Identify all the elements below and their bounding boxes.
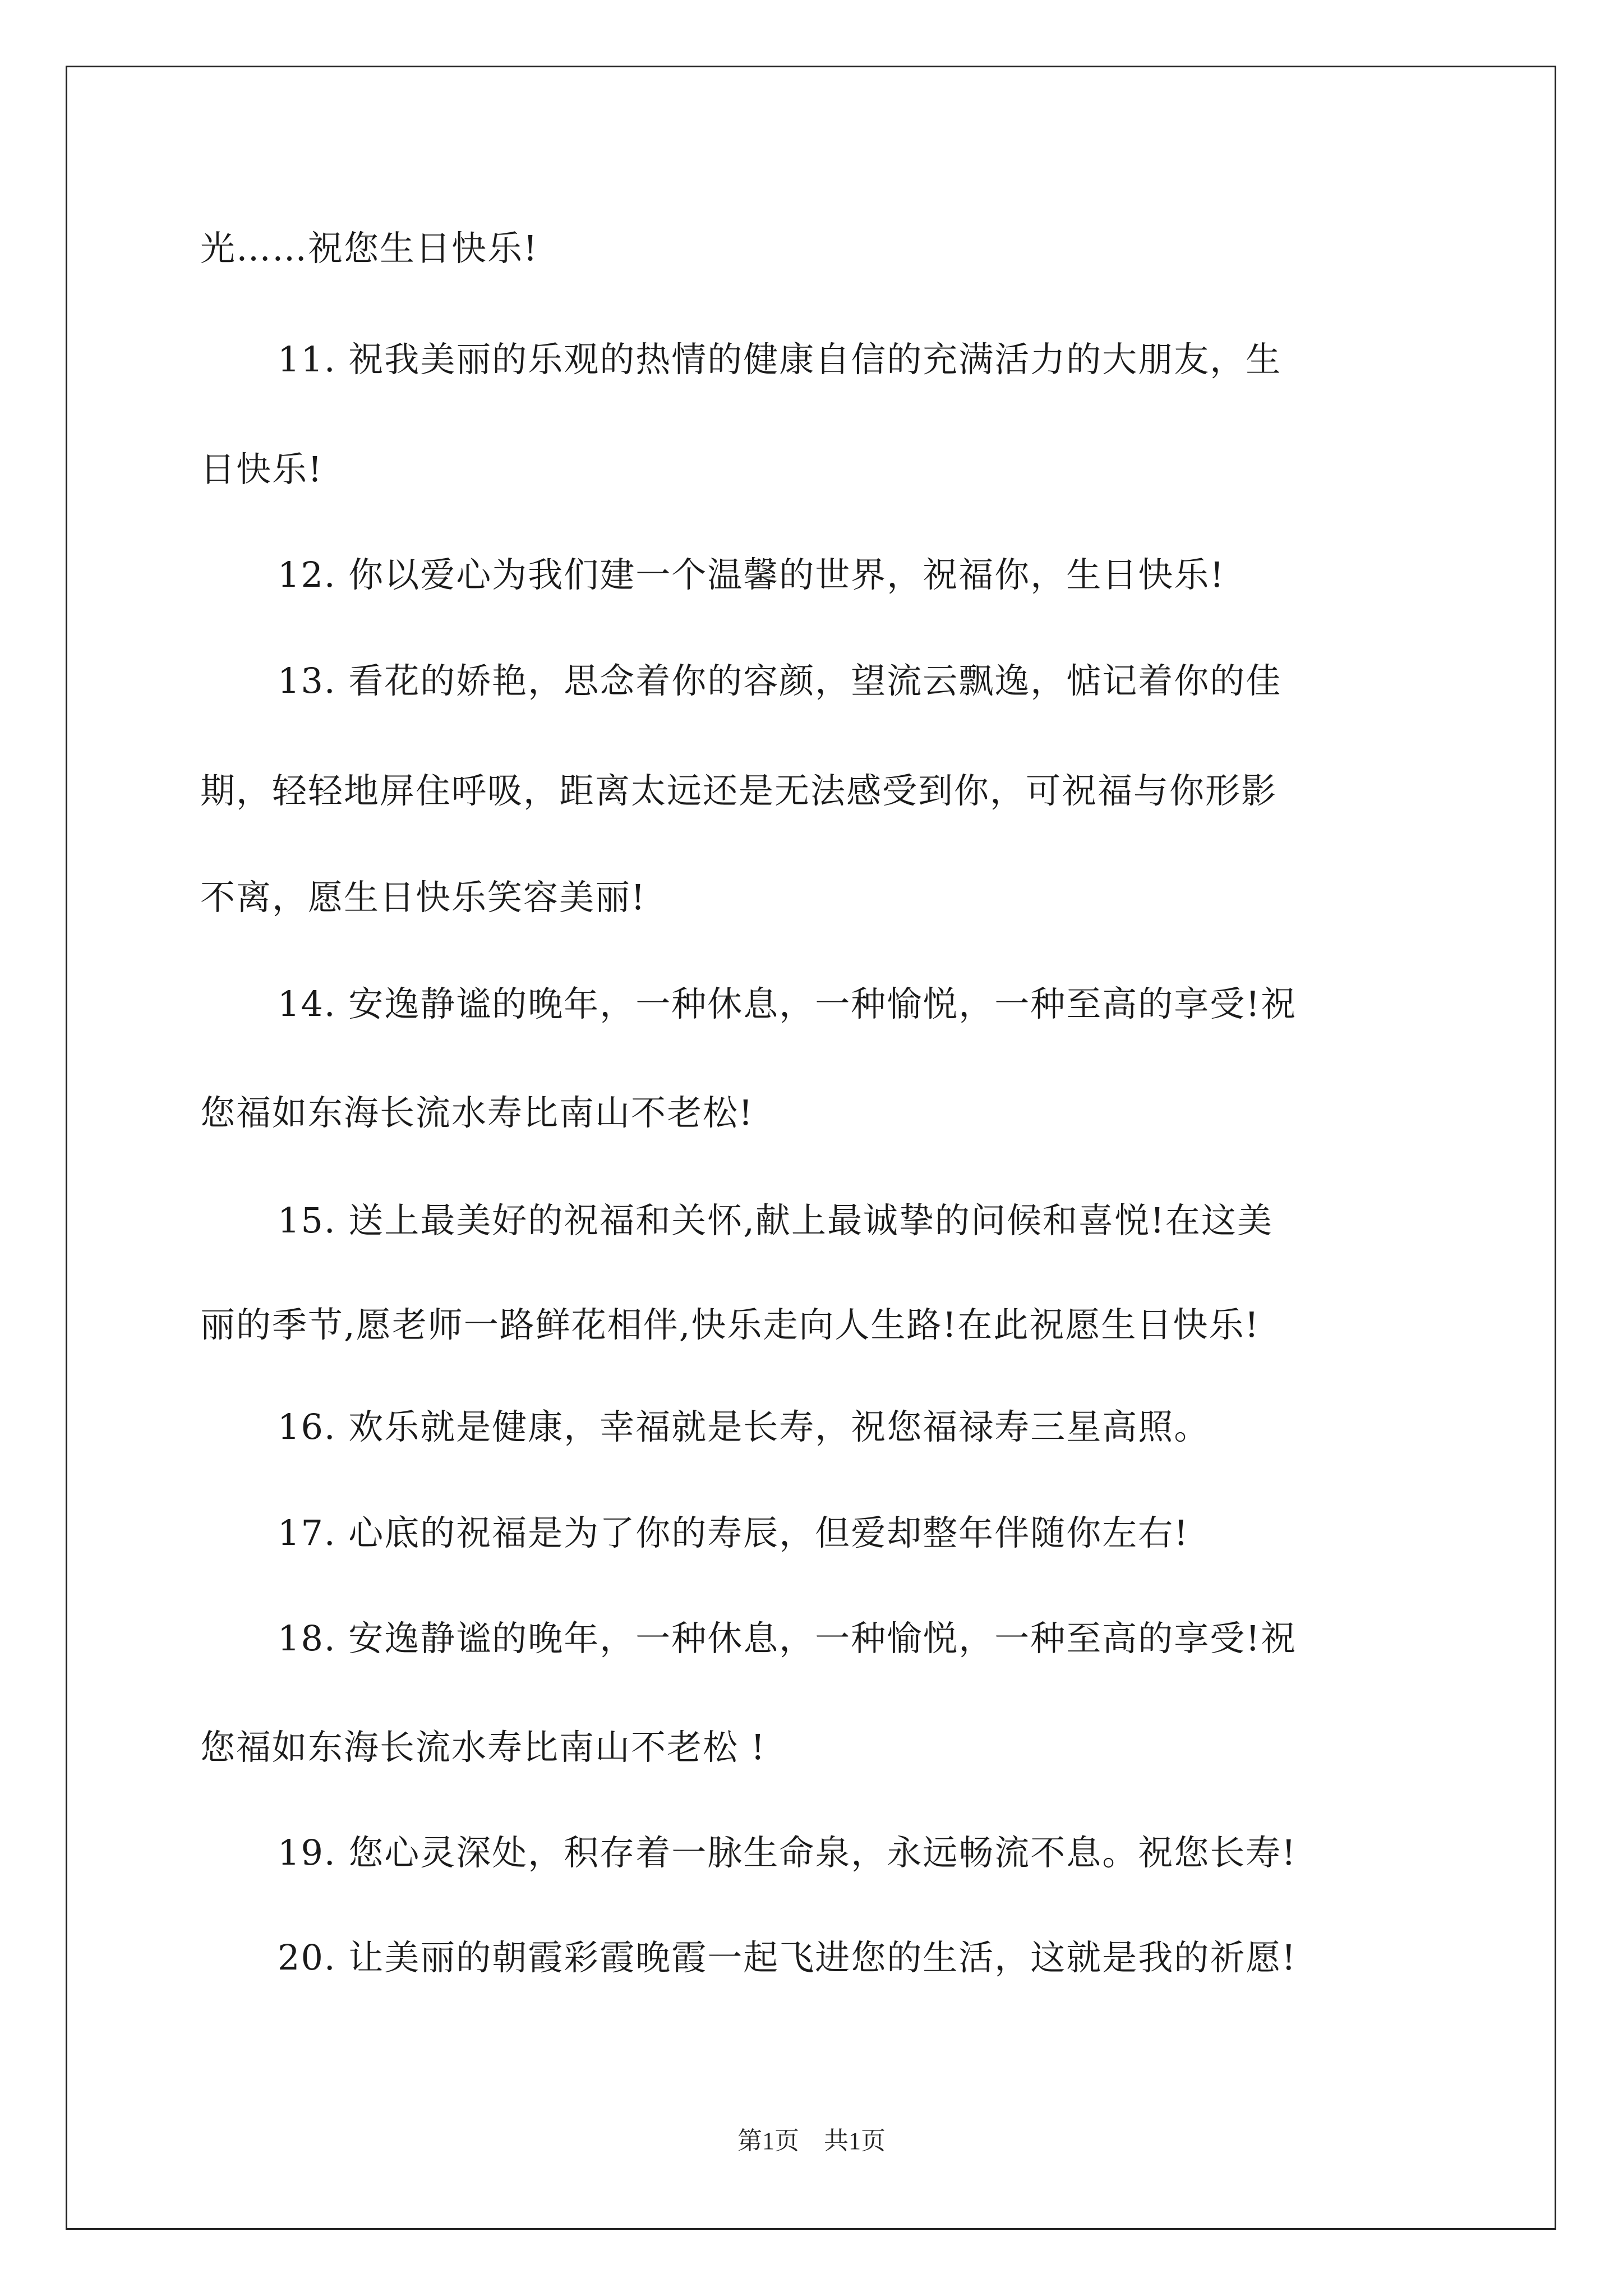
text-line: 不离，愿生日快乐笑容美丽!: [200, 877, 646, 918]
page-border: [66, 66, 1556, 2230]
page-number: 第1页: [737, 2127, 799, 2155]
text-line: 期，轻轻地屏住呼吸，距离太远还是无法感受到你，可祝福与你形影: [200, 770, 1278, 811]
text-line: 丽的季节,愿老师一路鲜花相伴,快乐走向人生路!在此祝愿生日快乐!: [200, 1304, 1260, 1345]
text-line: 20. 让美丽的朝霞彩霞晚霞一起飞进您的生活，这就是我的祈愿!: [278, 1937, 1297, 1978]
text-line: 18. 安逸静谧的晚年，一种休息，一种愉悦，一种至高的享受!祝: [278, 1618, 1297, 1659]
text-line: 11. 祝我美丽的乐观的热情的健康自信的充满活力的大朋友，生: [278, 339, 1282, 380]
page-total: 共1页: [824, 2127, 886, 2155]
text-line: 12. 你以爱心为我们建一个温馨的世界，祝福你，生日快乐!: [278, 554, 1225, 595]
text-line: 16. 欢乐就是健康，幸福就是长寿，祝您福禄寿三星高照。: [278, 1406, 1210, 1447]
text-line: 光……祝您生日快乐!: [200, 228, 538, 269]
page-footer: [0, 2124, 1623, 2158]
text-line: 17. 心底的祝福是为了你的寿辰，但爱却整年伴随你左右!: [278, 1512, 1189, 1553]
text-line: 您福如东海长流水寿比南山不老松 !: [200, 1727, 766, 1768]
text-line: 日快乐!: [200, 449, 323, 490]
text-line: 19. 您心灵深处，积存着一脉生命泉，永远畅流不息。祝您长寿!: [278, 1832, 1297, 1873]
text-line: 13. 看花的娇艳，思念着你的容颜，望流云飘逸，惦记着你的佳: [278, 660, 1282, 701]
text-line: 15. 送上最美好的祝福和关怀,献上最诚挚的问候和喜悦!在这美: [278, 1200, 1273, 1241]
text-line: 您福如东海长流水寿比南山不老松!: [200, 1092, 754, 1133]
text-line: 14. 安逸静谧的晚年，一种休息，一种愉悦，一种至高的享受!祝: [278, 983, 1297, 1024]
